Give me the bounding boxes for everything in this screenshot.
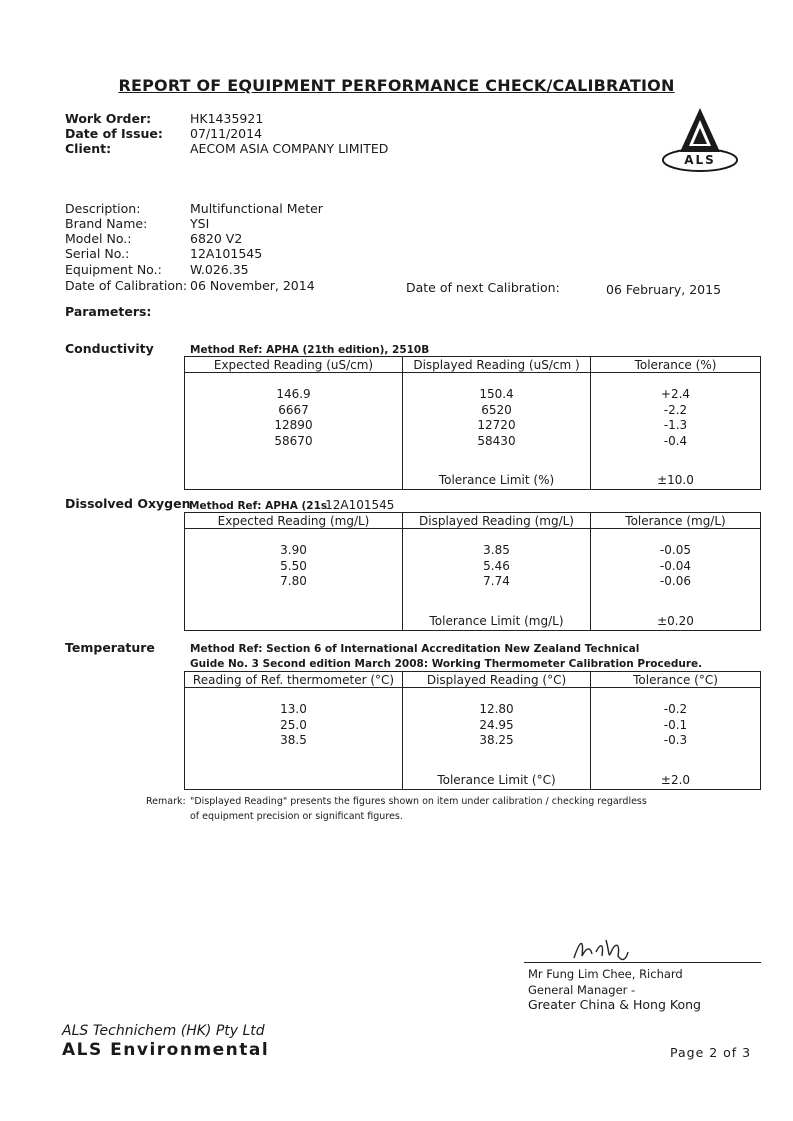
expected-column: [185, 688, 403, 768]
limit-label: Tolerance Limit (°C): [403, 767, 591, 790]
conductivity-table: [184, 356, 761, 490]
signatory-name: Mr Fung Lim Chee, Richard: [528, 967, 683, 981]
temperature-method-line1: Method Ref: Section 6 of International Accreditation New Zealand Technical: [190, 643, 640, 655]
cell: 12.80: [479, 702, 514, 716]
cell: -0.4: [663, 433, 688, 448]
parameters-label: Parameters:: [65, 304, 152, 319]
table-row: [185, 373, 761, 468]
cell: 6520: [481, 402, 512, 417]
do-method-text: Method Ref: APHA (21s: [189, 500, 328, 512]
cell: -0.06: [659, 574, 692, 588]
als-logo: [660, 106, 740, 176]
table-header: Tolerance (°C): [591, 672, 761, 688]
tolerance-column: [591, 529, 761, 609]
table-header: Displayed Reading (uS/cm ): [403, 357, 591, 373]
cell: 12720: [477, 418, 516, 432]
calibration-date-label: Date of Calibration:: [65, 278, 188, 293]
work-order-label: Work Order:: [65, 111, 152, 126]
cell: 3.90: [280, 543, 307, 557]
displayed-column: [403, 529, 591, 609]
work-order-value: HK1435921: [190, 111, 264, 126]
model-value: 6820 V2: [190, 231, 243, 246]
cell: -0.04: [659, 558, 692, 573]
cell: -1.3: [663, 418, 688, 432]
cell: 38.5: [280, 733, 307, 747]
cell: -0.2: [663, 702, 688, 716]
client-label: Client:: [65, 141, 112, 156]
empty-cell: [185, 608, 403, 631]
do-method: [189, 498, 394, 512]
cell: 5.46: [483, 558, 510, 573]
cell: -0.1: [663, 717, 688, 732]
cell: 6667: [278, 402, 309, 417]
equipment-no-value: W.026.35: [190, 262, 249, 277]
limit-value: ±0.20: [591, 608, 761, 631]
footer-company: ALS Technichem (HK) Pty Ltd: [62, 1023, 265, 1039]
table-header: Displayed Reading (°C): [403, 672, 591, 688]
cell: 5.50: [280, 558, 307, 573]
dissolved-oxygen-table: [184, 512, 761, 631]
date-issue-value: 07/11/2014: [190, 126, 263, 141]
temperature-method-line2: Guide No. 3 Second edition March 2008: Working Thermometer Calibration Procedure.: [190, 658, 703, 670]
signatory-region: Greater China & Hong Kong: [528, 997, 701, 1012]
cell: -0.3: [663, 733, 688, 747]
remark-label: Remark:: [146, 796, 186, 807]
table-header: Expected Reading (uS/cm): [185, 357, 403, 373]
brand-value: YSI: [190, 216, 210, 231]
displayed-column: [403, 688, 591, 768]
remark-line1: "Displayed Reading" presents the figures shown on item under calibration / checking regardless: [190, 796, 647, 807]
remark-line2: of equipment precision or significant figures.: [190, 811, 403, 822]
conductivity-section: Conductivity: [65, 341, 154, 356]
signature-line: [524, 962, 761, 963]
equipment-no-label: Equipment No.:: [65, 262, 162, 277]
tolerance-column: [591, 688, 761, 768]
serial-value: 12A101545: [190, 246, 263, 261]
signature-scribble: [566, 932, 646, 966]
temperature-section: Temperature: [65, 640, 155, 655]
limit-value: ±2.0: [591, 767, 761, 790]
expected-column: [185, 529, 403, 609]
tolerance-column: [591, 373, 761, 468]
cell: 12890: [274, 418, 313, 432]
cell: -2.2: [663, 402, 688, 417]
cell: 3.85: [483, 543, 510, 557]
cell: 7.80: [280, 574, 307, 588]
temperature-table: [184, 671, 761, 790]
displayed-column: [403, 373, 591, 468]
signatory-title: General Manager -: [528, 983, 636, 997]
table-row: [185, 529, 761, 609]
cell: 7.74: [483, 574, 510, 588]
als-logo-text: ALS: [684, 153, 716, 167]
cell: 25.0: [280, 717, 307, 732]
brand-label: Brand Name:: [65, 216, 148, 231]
cell: 150.4: [479, 387, 514, 401]
cell: 146.9: [276, 387, 311, 401]
table-row: [185, 688, 761, 768]
limit-label: Tolerance Limit (mg/L): [403, 608, 591, 631]
table-header: Tolerance (mg/L): [591, 513, 761, 529]
calibration-date-value: 06 November, 2014: [190, 278, 315, 293]
description-value: Multifunctional Meter: [190, 201, 323, 216]
limit-label: Tolerance Limit (%): [403, 467, 591, 490]
table-header: Expected Reading (mg/L): [185, 513, 403, 529]
cell: 58430: [477, 433, 516, 448]
date-issue-label: Date of Issue:: [65, 126, 163, 141]
dissolved-oxygen-section: Dissolved Oxygen: [65, 496, 191, 511]
cell: -0.05: [659, 543, 692, 557]
serial-label: Serial No.:: [65, 246, 130, 261]
next-calibration-label: Date of next Calibration:: [406, 280, 560, 295]
empty-cell: [185, 467, 403, 490]
cell: 24.95: [479, 717, 514, 732]
cell: 38.25: [479, 733, 514, 747]
cell: 58670: [274, 433, 313, 448]
page-number: Page 2 of 3: [670, 1045, 752, 1060]
limit-value: ±10.0: [591, 467, 761, 490]
do-method-overlay: 12A101545: [325, 498, 395, 512]
footer-brand: ALS Environmental: [62, 1040, 270, 1060]
table-header: Reading of Ref. thermometer (°C): [185, 672, 403, 688]
empty-cell: [185, 767, 403, 790]
description-label: Description:: [65, 201, 141, 216]
cell: +2.4: [660, 387, 691, 401]
expected-column: [185, 373, 403, 468]
table-header: Displayed Reading (mg/L): [403, 513, 591, 529]
report-title: REPORT OF EQUIPMENT PERFORMANCE CHECK/CALIBRATION: [118, 76, 675, 95]
cell: 13.0: [280, 702, 307, 716]
signature: [566, 932, 646, 966]
next-calibration-value: 06 February, 2015: [606, 282, 722, 297]
table-header: Tolerance (%): [591, 357, 761, 373]
client-value: AECOM ASIA COMPANY LIMITED: [190, 141, 389, 156]
model-label: Model No.:: [65, 231, 132, 246]
conductivity-method: Method Ref: APHA (21th edition), 2510B: [190, 344, 430, 356]
